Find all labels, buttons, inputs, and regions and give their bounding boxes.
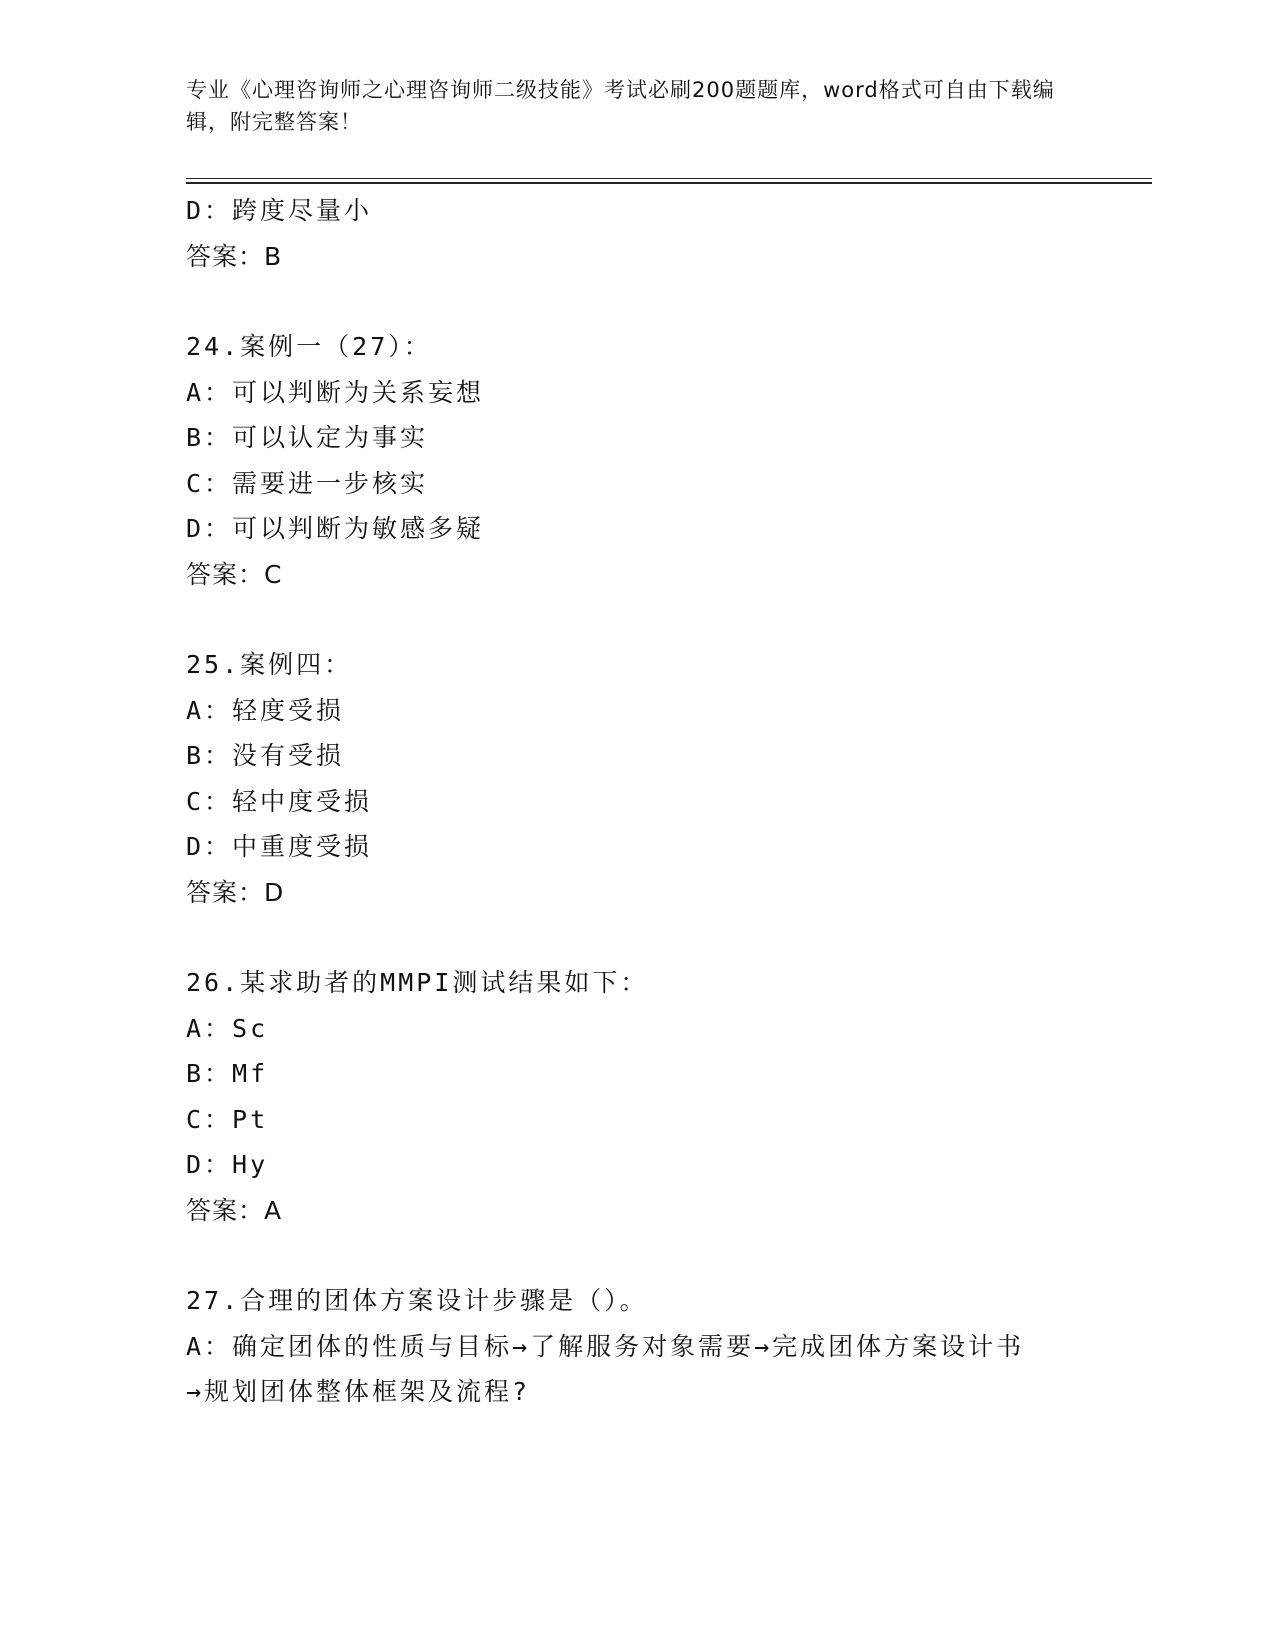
header-divider-thin xyxy=(186,178,1152,179)
document-header xyxy=(186,74,1066,138)
question-content xyxy=(186,188,1086,1415)
option-c: C：Pt xyxy=(186,1104,269,1134)
answer: 答案：A xyxy=(186,1195,283,1225)
question-stem: 24.案例一（27）： xyxy=(186,332,432,361)
header-title: 专业《心理咨询师之心理咨询师二级技能》考试必刷200题题库，word格式可自由下载编辑，附完整答案！ xyxy=(186,78,1055,134)
option-c: C：轻中度受损 xyxy=(186,786,373,816)
header-divider-thick xyxy=(186,182,1152,184)
option-a-line-1: A：确定团体的性质与目标→了解服务对象需要→完成团体方案设计书 xyxy=(186,1331,1025,1361)
question-24 xyxy=(186,324,1086,597)
option-c: C：需要进一步核实 xyxy=(186,468,429,498)
option-b: B：可以认定为事实 xyxy=(186,423,429,452)
option-d: D：中重度受损 xyxy=(186,832,373,861)
option-d: D：跨度尽量小 xyxy=(186,196,373,225)
option-d: D：Hy xyxy=(186,1150,269,1179)
option-d: D：可以判断为敏感多疑 xyxy=(186,514,485,543)
answer: 答案：D xyxy=(186,877,285,907)
answer: 答案：C xyxy=(186,559,283,589)
question-25 xyxy=(186,642,1086,915)
option-b: B：Mf xyxy=(186,1059,269,1088)
option-a-line-2: →规划团体整体框架及流程? xyxy=(186,1377,531,1406)
question-27 xyxy=(186,1278,1086,1415)
answer: 答案：B xyxy=(186,241,283,271)
option-a: A：可以判断为关系妄想 xyxy=(186,377,485,407)
option-b: B：没有受损 xyxy=(186,741,345,770)
option-a: A：Sc xyxy=(186,1013,269,1043)
option-a: A：轻度受损 xyxy=(186,695,345,725)
question-stem: 25.案例四： xyxy=(186,650,353,679)
question-stem: 26.某求助者的MMPI测试结果如下： xyxy=(186,968,649,997)
question-26 xyxy=(186,960,1086,1233)
question-stem: 27.合理的团体方案设计步骤是（）。 xyxy=(186,1286,648,1315)
